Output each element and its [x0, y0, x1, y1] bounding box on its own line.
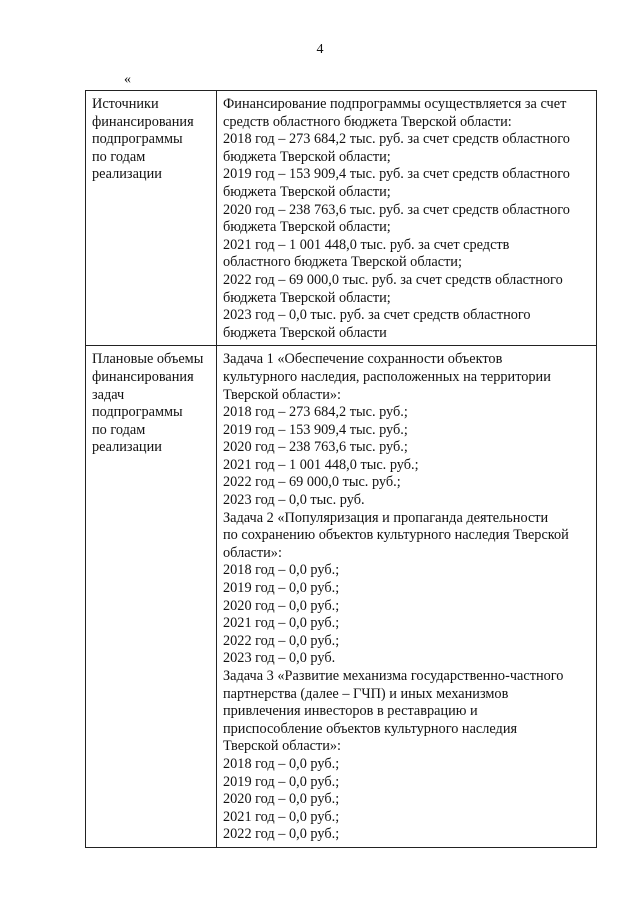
text-line: 2018 год – 273 684,2 тыс. руб. за счет средств областного — [223, 131, 570, 148]
text-line: Тверской области»: — [223, 386, 342, 403]
text-line: средств областного бюджета Тверской области: — [223, 113, 512, 130]
table-row-funding-sources — [86, 91, 597, 346]
text-line: 2020 год – 238 763,6 тыс. руб. за счет средств областного — [223, 201, 570, 218]
text-line: 2019 год – 153 909,4 тыс. руб.; — [223, 421, 408, 438]
label-line: по годам — [92, 421, 146, 438]
text-line: 2019 год – 153 909,4 тыс. руб. за счет средств областного — [223, 166, 570, 183]
text-line: Задача 1 «Обеспечение сохранности объектов — [223, 351, 503, 368]
text-line: бюджета Тверской области; — [223, 219, 391, 236]
text-line: 2022 год – 69 000,0 тыс. руб. за счет средств областного — [223, 271, 563, 288]
text-line: 2021 год – 0,0 руб.; — [223, 615, 340, 632]
text-line: 2018 год – 0,0 руб.; — [223, 755, 340, 772]
text-line: 2021 год – 1 001 448,0 тыс. руб. за счет средств — [223, 236, 510, 253]
label-line: Плановые объемы — [92, 351, 204, 368]
text-line: Задача 3 «Развитие механизма государственно-частного — [223, 668, 564, 684]
text-line: по сохранению объектов культурного наследия Тверской — [223, 527, 569, 544]
text-line: Тверской области»: — [223, 738, 342, 755]
subprogram-passport-table — [85, 90, 597, 848]
text-line: 2022 год – 69 000,0 тыс. руб.; — [223, 474, 401, 491]
table-row-planned-volumes — [86, 346, 597, 848]
text-line: бюджета Тверской области; — [223, 183, 391, 200]
text-line: 2021 год – 0,0 руб.; — [223, 808, 340, 825]
text-line: 2018 год – 0,0 руб.; — [223, 562, 340, 579]
row-content-funding-sources — [217, 91, 597, 346]
text-line: Задача 2 «Популяризация и пропаганда деятельности — [223, 509, 549, 526]
label-line: реализации — [92, 439, 162, 456]
text-line: 2019 год – 0,0 руб.; — [223, 580, 340, 597]
text-line: 2020 год – 0,0 руб.; — [223, 791, 340, 808]
label-line: по годам — [92, 148, 146, 165]
text-line: партнерства (далее – ГЧП) и иных механизмов — [223, 685, 509, 702]
label-line: реализации — [92, 166, 162, 183]
label-line: финансирования — [92, 113, 194, 130]
text-line: бюджета Тверской области — [223, 324, 387, 341]
text-line: 2022 год – 0,0 руб.; — [223, 632, 340, 649]
label-line: подпрограммы — [92, 404, 183, 421]
text-line: приспособление объектов культурного наследия — [223, 720, 518, 737]
text-line: бюджета Тверской области; — [223, 148, 391, 165]
row-content-planned-volumes — [217, 346, 597, 848]
opening-quote-mark: « — [124, 72, 131, 87]
text-line: 2023 год – 0,0 руб. — [223, 650, 336, 667]
text-line: Финансирование подпрограммы осуществляется за счет — [223, 96, 567, 112]
row-label-planned-volumes — [86, 346, 217, 848]
label-line: Источники — [92, 96, 159, 112]
page-number: 4 — [316, 42, 324, 57]
text-line: 2021 год – 1 001 448,0 тыс. руб.; — [223, 456, 419, 473]
text-line: культурного наследия, расположенных на территории — [223, 368, 551, 385]
text-line: бюджета Тверской области; — [223, 289, 391, 306]
text-line: 2020 год – 0,0 руб.; — [223, 597, 340, 614]
text-line: 2023 год – 0,0 тыс. руб. — [223, 492, 365, 509]
text-line: 2019 год – 0,0 руб.; — [223, 773, 340, 790]
label-line: подпрограммы — [92, 131, 183, 148]
text-line: 2020 год – 238 763,6 тыс. руб.; — [223, 439, 408, 456]
text-line: 2023 год – 0,0 тыс. руб. за счет средств областного — [223, 307, 531, 324]
text-line: области»: — [223, 544, 282, 561]
text-line: областного бюджета Тверской области; — [223, 254, 462, 271]
text-line: 2022 год – 0,0 руб.; — [223, 826, 340, 843]
row-label-funding-sources — [86, 91, 217, 346]
label-line: задач — [92, 386, 125, 403]
text-line: привлечения инвесторов в реставрацию и — [223, 703, 478, 720]
text-line: 2018 год – 273 684,2 тыс. руб.; — [223, 404, 408, 421]
label-line: финансирования — [92, 368, 194, 385]
